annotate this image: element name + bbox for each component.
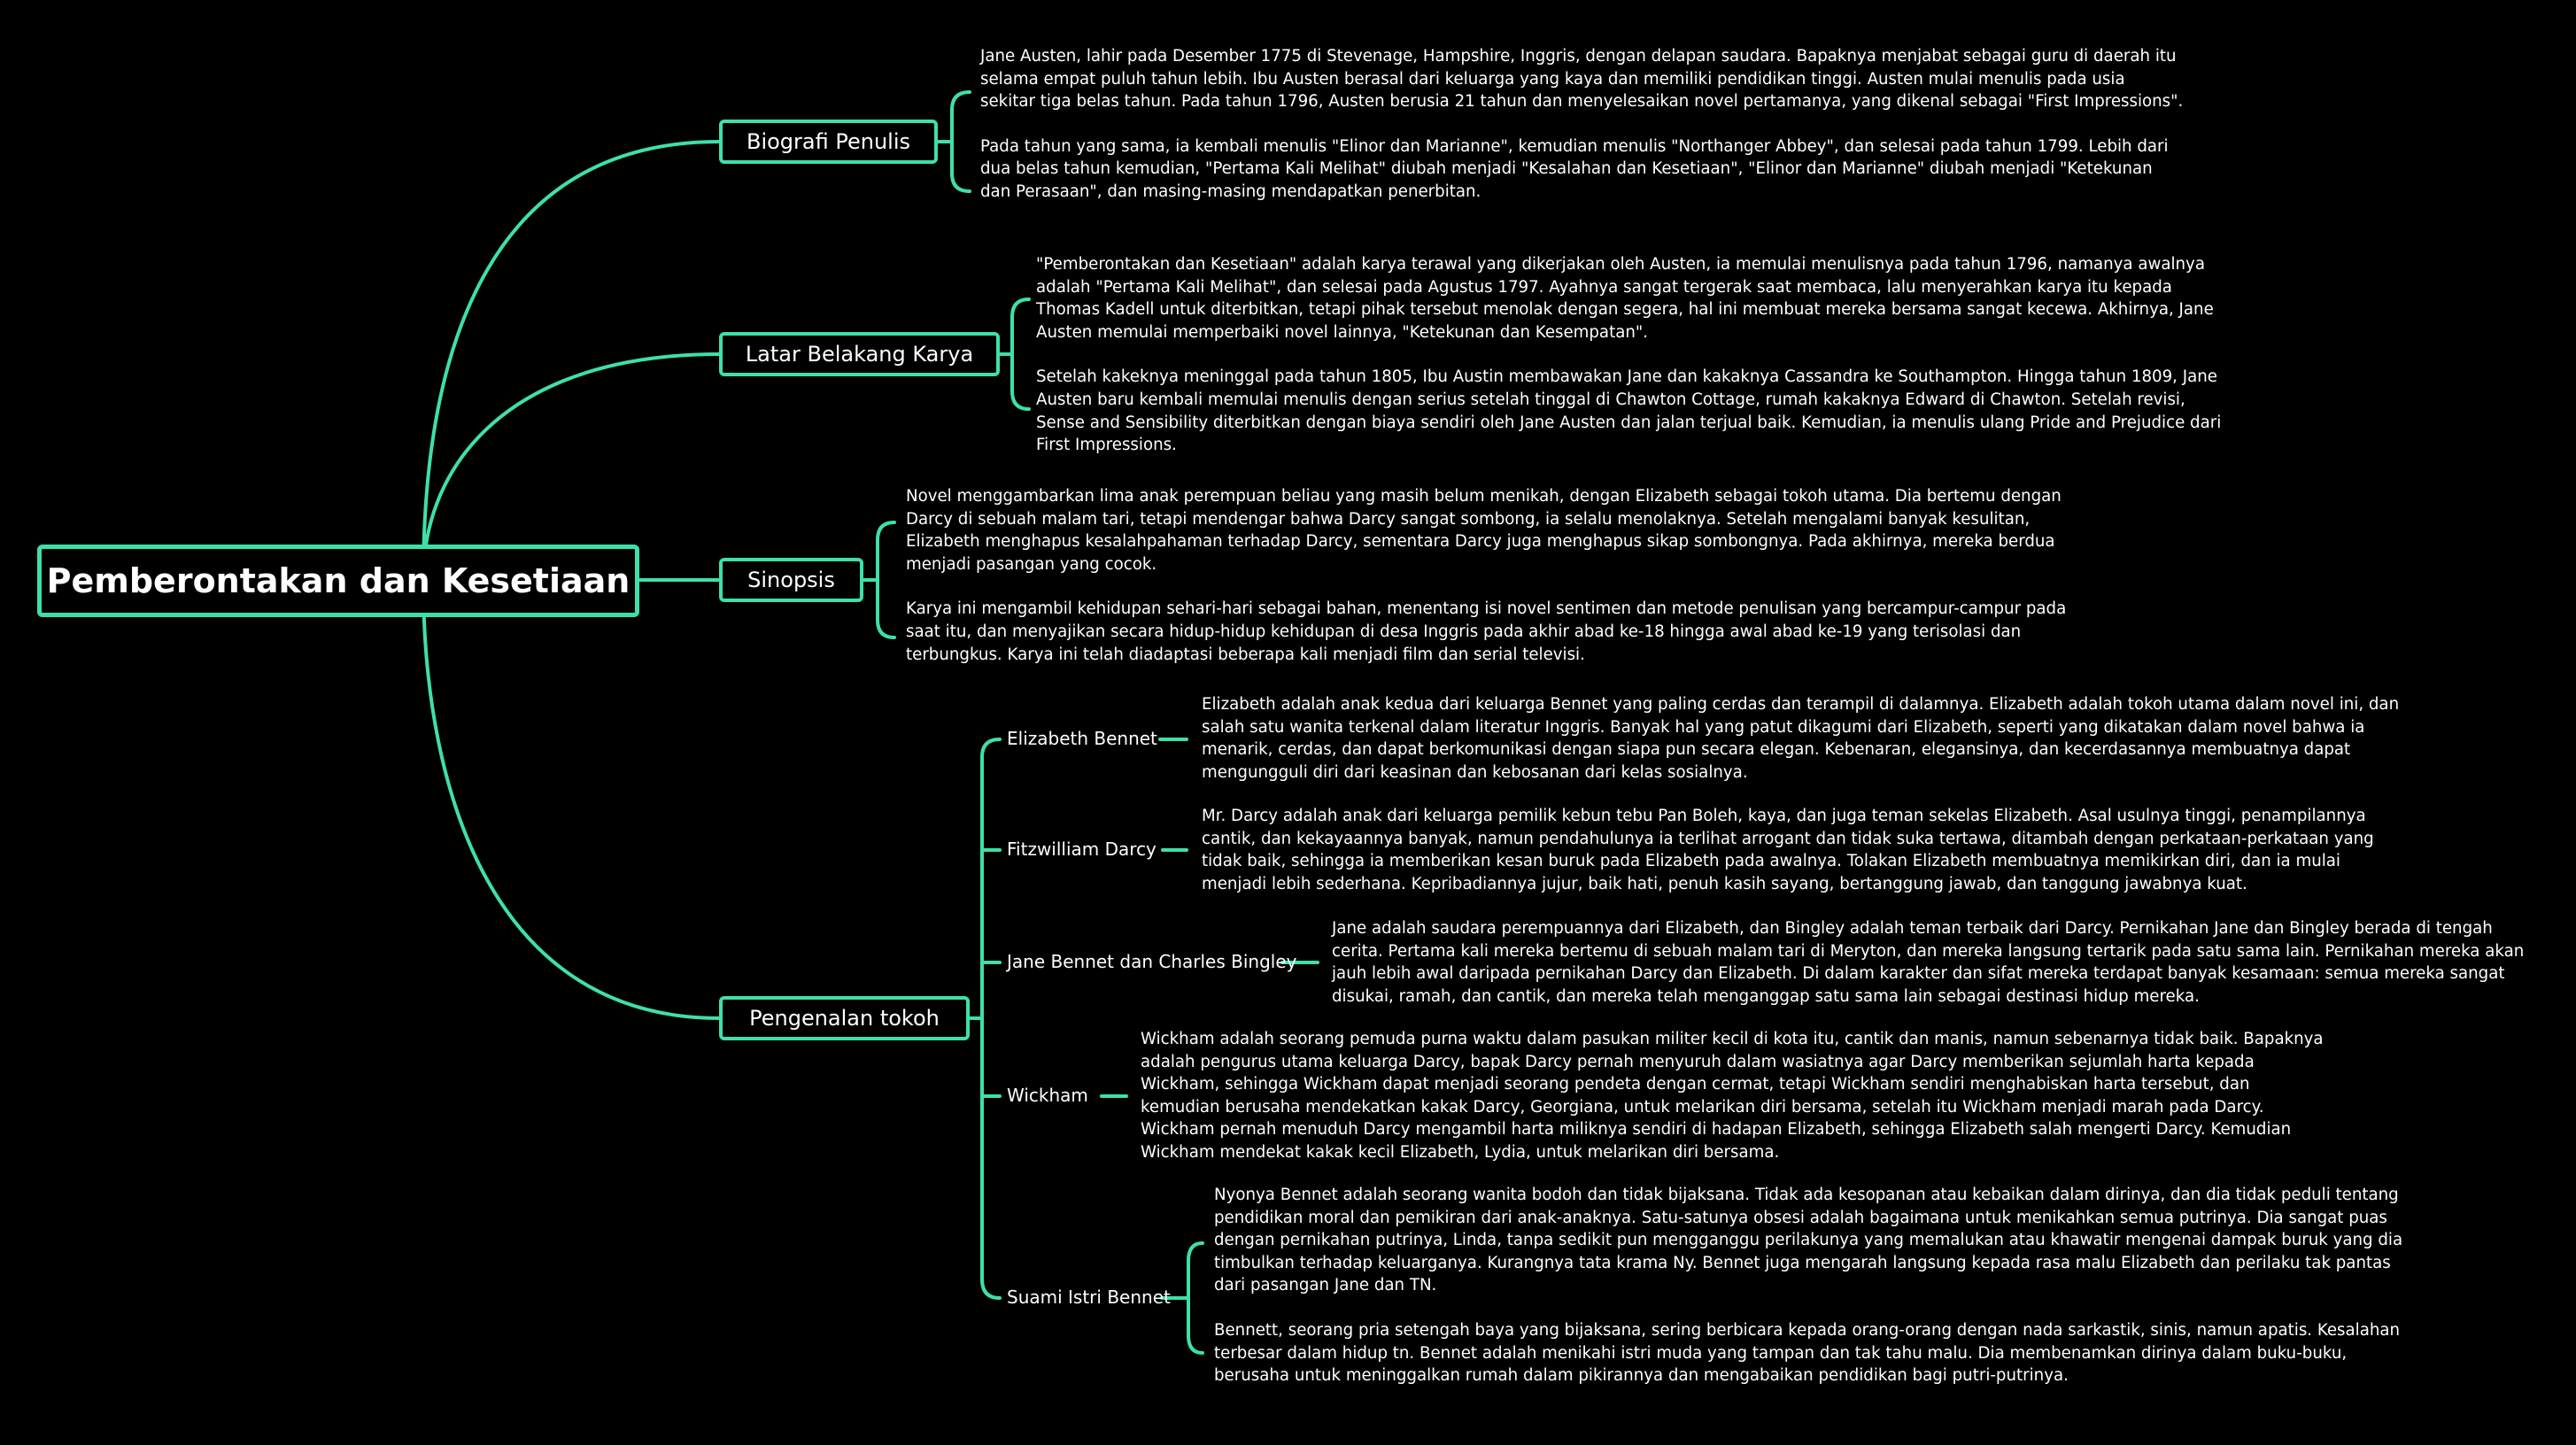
connector-root-tokoh <box>423 580 719 1018</box>
character-elizabeth-bennet[interactable]: Elizabeth Bennet <box>1007 728 1157 749</box>
sinopsis-text <box>906 485 2101 666</box>
character-suami-istri-bennet[interactable]: Suami Istri Bennet <box>1007 1287 1171 1308</box>
paragraph: "Pemberontakan dan Kesetiaan" adalah karya terawal yang dikerjakan oleh Austen, ia memulai menulisnya pada tahun 1796, namanya awalnya adalah "Pertama Kali Melihat", dan selesai pada Agustus 1797. Ayahnya sangat tergerak saat membaca, lalu menyerahkan karya itu kepada Thomas Kadell untuk diterbitkan, tetapi pihak tersebut menolak dengan segera, hal ini membuat mereka bersama sangat kecewa. Akhirnya, Jane Austen memulai memperbaiki novel lainnya, "Ketekunan dan Kesempatan". <box>1036 255 2214 342</box>
connector-root-biografi <box>423 142 719 580</box>
paragraph: Jane Austen, lahir pada Desember 1775 di Stevenage, Hampshire, Inggris, dengan delapan saudara. Bapaknya menjabat sebagai guru di daerah itu selama empat puluh tahun lebih. Ibu Austen berasal dari keluarga yang kaya dan memiliki pendidikan tinggi. Austen mulai menulis pada usia sekitar tiga belas tahun. Pada tahun 1796, Austen berusia 21 tahun dan menyelesaikan novel pertamanya, yang dikenal sebagai "First Impressions". <box>980 47 2184 112</box>
bennet-text <box>1214 1184 2418 1387</box>
branch-label: Pengenalan tokoh <box>749 1006 940 1031</box>
bracket-biografi <box>937 92 970 191</box>
paragraph: Wickham adalah seorang pemuda purna waktu dalam pasukan militer kecil di kota itu, cantik dan manis, namun sebenarnya tidak baik. Bapaknya adalah pengurus utama keluarga Darcy, bapak Darcy pernah menyuruh dalam wasiatnya agar Darcy memberikan sejumlah harta kepada Wickham, sehingga Wickham dapat menjadi seorang pendeta dengan cermat, tetapi Wickham sendiri menghabiskan harta tersebut, dan kemudian berusaha mendekatkan kakak Darcy, Georgiana, untuk melarikan diri bersama, setelah itu Wickham menjadi marah pada Darcy. Wickham pernah menuduh Darcy mengambil harta miliknya sendiri di hadapan Elizabeth, sehingga Elizabeth salah mengerti Darcy. Kemudian Wickham mendekat kakak kecil Elizabeth, Lydia, untuk melarikan diri bersama. <box>1141 1030 2324 1162</box>
paragraph: Bennett, seorang pria setengah baya yang bijaksana, sering berbicara kepada orang-orang dengan nada sarkastik, sinis, namun apatis. Kesalahan terbesar dalam hidup tn. Bennet adalah menikahi istri muda yang tampan dan tak tahu malu. Dia membenamkan dirinya dalam buku-buku, berusaha untuk meninggalkan rumah dalam pikirannya dan mengabaikan pendidikan bagi putri-putrinya. <box>1214 1320 2401 1386</box>
tree-tokoh <box>969 739 1000 1298</box>
branch-sinopsis[interactable] <box>719 558 863 602</box>
bracket-latar <box>999 299 1029 409</box>
jane-bingley-text <box>1332 917 2536 1008</box>
branch-label: Sinopsis <box>747 568 835 592</box>
branch-pengenalan-tokoh[interactable] <box>719 996 970 1040</box>
root-node[interactable] <box>37 545 639 617</box>
paragraph: Novel menggambarkan lima anak perempuan beliau yang masih belum menikah, dengan Elizabeth sebagai tokoh utama. Dia bertemu dengan Darcy di sebuah malam tari, tetapi mendengar bahwa Darcy sangat sombong, ia selalu menolaknya. Setelah mengalami banyak kesulitan, Elizabeth menghapus kesalahpahaman terhadap Darcy, sementara Darcy juga menghapus sikap sombongnya. Pada akhirnya, mereka berdua menjadi pasangan yang cocok. <box>906 487 2062 574</box>
character-jane-bingley[interactable]: Jane Bennet dan Charles Bingley <box>1007 951 1297 972</box>
biografi-text <box>980 45 2185 204</box>
paragraph: Setelah kakeknya meninggal pada tahun 1805, Ibu Austin membawakan Jane dan kakaknya Cassandra ke Southampton. Hingga tahun 1809, Jane Austen baru kembali memulai menulis dengan serius setelah tinggal di Chawton Cottage, rumah kakaknya Edward di Chawton. Setelah revisi, Sense and Sensibility diterbitkan dengan biaya sendiri oleh Jane Austen dan jalan terjual baik. Kemudian, ia menulis ulang Pride and Prejudice dari First Impressions. <box>1036 367 2222 455</box>
paragraph: Jane adalah saudara perempuannya dari Elizabeth, dan Bingley adalah teman terbaik dari Darcy. Pernikahan Jane dan Bingley berada di tengah cerita. Pertama kali mereka bertemu di sebuah malam tari di Meryton, dan mereka langsung tertarik pada satu sama lain. Pernikahan mereka akan jauh lebih awal daripada pernikahan Darcy dan Elizabeth. Di dalam karakter dan sifat mereka terdapat banyak kesamaan: semua mereka sangat disukai, ramah, dan cantik, dan mereka telah menganggap satu sama lain sebagai destinasi hidup mereka. <box>1332 919 2525 1006</box>
character-fitzwilliam-darcy[interactable]: Fitzwilliam Darcy <box>1007 838 1156 860</box>
wickham-text <box>1141 1028 2327 1164</box>
paragraph: Elizabeth adalah anak kedua dari keluarga Bennet yang paling cerdas dan terampil di dalamnya. Elizabeth adalah tokoh utama dalam novel ini, dan salah satu wanita terkenal dalam literatur Inggris. Banyak hal yang patut dikagumi dari Elizabeth, seperti yang dikatakan dalam novel bahwa ia menarik, cerdas, dan dapat berkomunikasi dengan siapa pun secara elegan. Kebenaran, elegansinya, dan kecerdasannya membuatnya dapat mengungguli diri dari keasinan dan kebosanan dari kelas sosialnya. <box>1202 695 2400 782</box>
paragraph: Karya ini mengambil kehidupan sehari-hari sebagai bahan, menentang isi novel sentimen dan metode penulisan yang bercampur-campur pada saat itu, dan menyajikan secara hidup-hidup kehidupan di desa Inggris pada akhir abad ke-18 hingga awal abad ke-19 yang terisolasi dan terbungkus. Karya ini telah diadaptasi beberapa kali menjadi film dan serial televisi. <box>906 599 2067 664</box>
character-wickham[interactable]: Wickham <box>1007 1085 1088 1106</box>
branch-latar-belakang-karya[interactable] <box>719 332 1000 376</box>
paragraph: Pada tahun yang sama, ia kembali menulis "Elinor dan Marianne", kemudian menulis "Northanger Abbey", dan selesai pada tahun 1799. Lebih dari dua belas tahun kemudian, "Pertama Kali Melihat" diubah menjadi "Kesalahan dan Kesetiaan", "Elinor dan Marianne" diubah menjadi "Ketekunan dan Perasaan", dan masing-masing mendapatkan penerbitan. <box>980 136 2169 201</box>
branch-biografi-penulis[interactable] <box>719 120 938 164</box>
root-title: Pemberontakan dan Kesetiaan <box>46 561 630 600</box>
bracket-sinopsis <box>863 522 894 638</box>
latar-text <box>1036 253 2232 457</box>
elizabeth-text <box>1202 693 2406 784</box>
branch-label: Biografi Penulis <box>746 129 910 154</box>
paragraph: Mr. Darcy adalah anak dari keluarga pemilik kebun tebu Pan Boleh, kaya, dan juga teman sekelas Elizabeth. Asal usulnya tinggi, penampilannya cantik, dan kekayaannya banyak, namun pendahulunya ia terlihat arrogant dan tidak suka tertawa, ditambah dengan perkataan-perkataan yang tidak baik, sehingga ia memberikan kesan buruk pada Elizabeth pada awalnya. Tolakan Elizabeth membuatnya memikirkan diri, dan ia mulai menjadi lebih sederhana. Kepribadiannya jujur, baik hati, penuh kasih sayang, bertanggung jawab, dan tanggung jawabnya kuat. <box>1202 807 2374 893</box>
paragraph: Nyonya Bennet adalah seorang wanita bodoh dan tidak bijaksana. Tidak ada kesopanan atau kebaikan dalam dirinya, dan dia tidak peduli tentang pendidikan moral dan pemikiran dari anak-anaknya. Satu-satunya obsesi adalah bagaimana untuk menikahkan semua putrinya. Dia sangat puas dengan pernikahan putrinya, Linda, tanpa sedikit pun mengganggu perilakunya yang memalukan atau khawatir mengenai dampak buruk yang dia timbulkan terhadap keluarganya. Kurangnya tata krama Ny. Bennet juga mengarah langsung kepada rasa malu Elizabeth dan perilaku tak pantas dari pasangan Jane dan TN. <box>1214 1186 2403 1295</box>
darcy-text <box>1202 805 2406 895</box>
branch-label: Latar Belakang Karya <box>745 342 974 367</box>
